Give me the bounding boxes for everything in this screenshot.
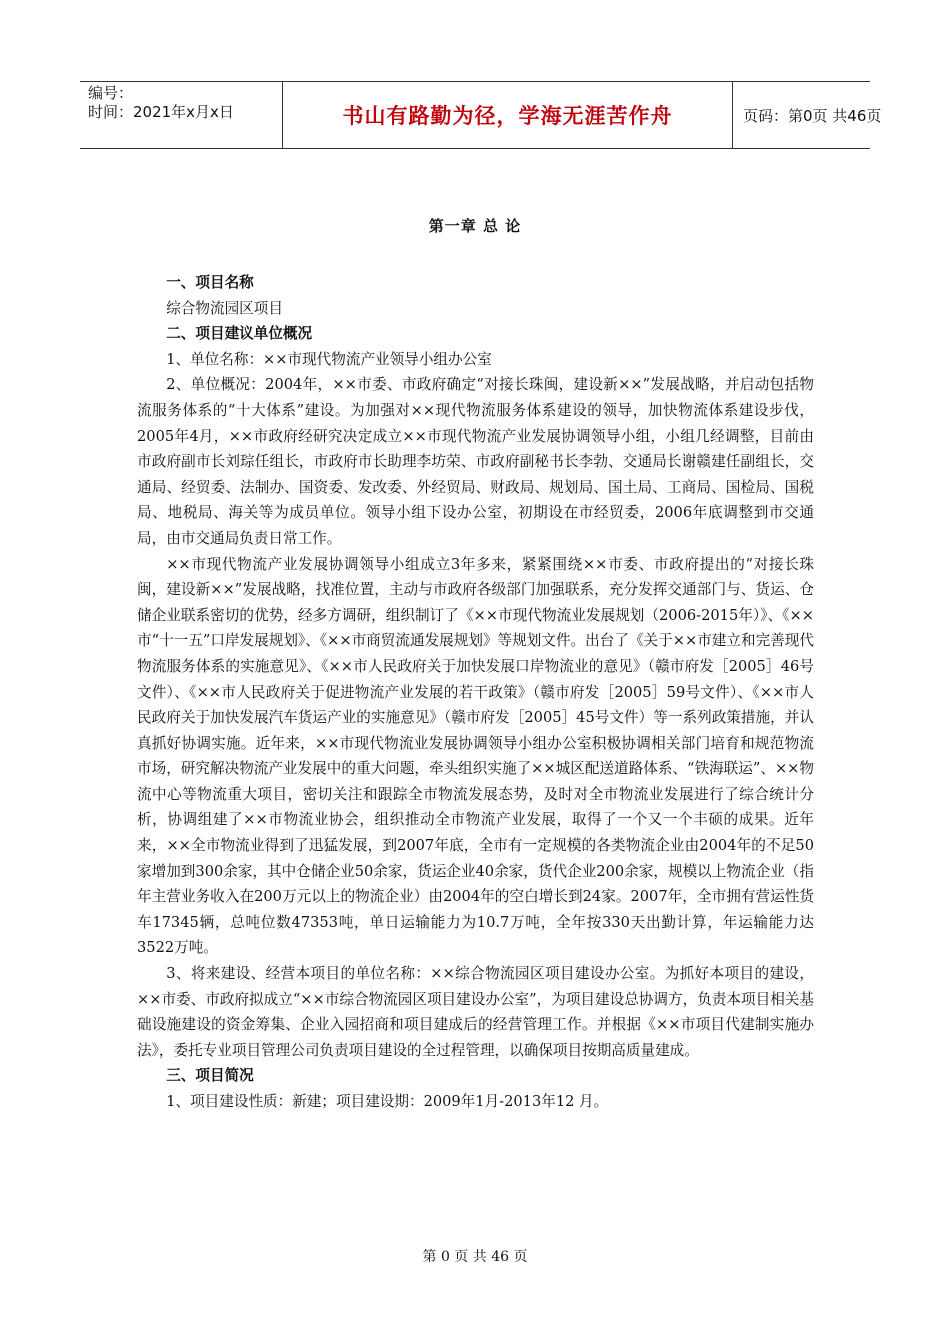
header-meta <box>80 82 283 148</box>
paragraph: 2、单位概况：2004年，××市委、市政府确定“对接长珠闽，建设新××”发展战略，并启动包括物流服务体系的“十大体系”建设。为加强对××现代物流服务体系建设的领导，加快物流体系建设步伐，2005年4月，××市政府经研究决定成立××市现代物流产业发展协调领导小组，小组几经调整，目前由市政府副市长刘琮任组长，市政府市长助理李坊荣、市政府副秘书长李勃、交通局长谢赣建任副组长，交通局、经贸委、法制办、国资委、发改委、外经贸局、财政局、规划局、国土局、工商局、国检局、国税局、地税局、海关等为成员单位。领导小组下设办公室，初期设在市经贸委，2006年底调整到市交通局，由市交通局负责日常工作。 <box>137 376 814 547</box>
paragraph: 3、将来建设、经营本项目的单位名称：××综合物流园区项目建设办公室。为抓好本项目的建设，××市委、市政府拟成立“××市综合物流园区项目建设办公室”，为项目建设总协调方，负责本项目相关基础设施建设的资金筹集、企业入园招商和项目建成后的经营管理工作。并根据《××市项目代建制实施办法》，委托专业项目管理公司负责项目建设的全过程管理，以确保项目按期高质量建成。 <box>137 965 814 1059</box>
page-footer: 第 0 页 共 46 页 <box>422 1249 528 1265</box>
section-heading: 二、项目建议单位概况 <box>166 325 313 343</box>
document-time-label: 时间：2021年x月x日 <box>88 103 234 121</box>
document-body <box>137 270 814 1115</box>
section-heading: 三、项目简况 <box>166 1067 254 1085</box>
paragraph: 综合物流园区项目 <box>166 299 283 317</box>
paragraph: 1、单位名称：××市现代物流产业领导小组办公室 <box>166 350 492 368</box>
paragraph: 1、项目建设性质：新建；项目建设期：2009年1月-2013年12 月。 <box>166 1093 609 1110</box>
header-slogan: 书山有路勤为径，学海无涯苦作舟 <box>283 82 733 148</box>
section-heading: 一、项目名称 <box>166 274 254 291</box>
document-number-label: 编号： <box>88 84 134 102</box>
header-page-number: 页码：第0页 共46页 <box>743 106 882 125</box>
page-header <box>80 81 882 149</box>
paragraph: ××市现代物流产业发展协调领导小组成立3年多来，紧紧围绕××市委、市政府提出的“对接长珠闽，建设新××”发展战略，找准位置，主动与市政府各级部门加强联系，充分发挥交通部门与、货运、仓储企业联系密切的优势，经多方调研，组织制订了《××市现代物流业发展规划（2006-2015年）》、《××市“十一五”口岸发展规划》、《××市商贸流通发展规划》等规划文件。出台了《关于××市建立和完善现代物流服务体系的实施意见》、《××市人民政府关于加快发展口岸物流业的意见》（赣市府发［2005］46号文件）、《××市人民政府关于促进物流产业发展的若干政策》（赣市府发［2005］59号文件）、《××市人民政府关于加快发展汽车货运产业的实施意见》（赣市府发［2005］45号文件）等一系列政策措施，并认真抓好协调实施。近年来，××市现代物流业发展协调领导小组办公室积极协调相关部门培育和规范物流市场，研究解决物流产业发展中的重大问题，牵头组织实施了××城区配送道路体系、“铁海联运”、××物流中心等物流重大项目，密切关注和跟踪全市物流发展态势，及时对全市物流业发展进行了综合统计分析，协调组建了××市物流业协会，组织推动全市物流产业发展，取得了一个又一个丰硕的成果。近年来，××全市物流业得到了迅猛发展，到2007年底，全市有一定规模的各类物流企业由2004年的不足50家增加到300余家，其中仓储企业50余家，货运企业40余家，货代企业200余家，规模以上物流企业（指年主营业务收入在200万元以上的物流企业）由2004年的空白增长到24家。2007年，全市拥有营运性货车17345辆，总吨位数47353吨，单日运输能力为10.7万吨，全年按330天出勤计算，年运输能力达3522万吨。 <box>137 555 814 957</box>
chapter-title: 第一章 总 论 <box>428 217 522 235</box>
